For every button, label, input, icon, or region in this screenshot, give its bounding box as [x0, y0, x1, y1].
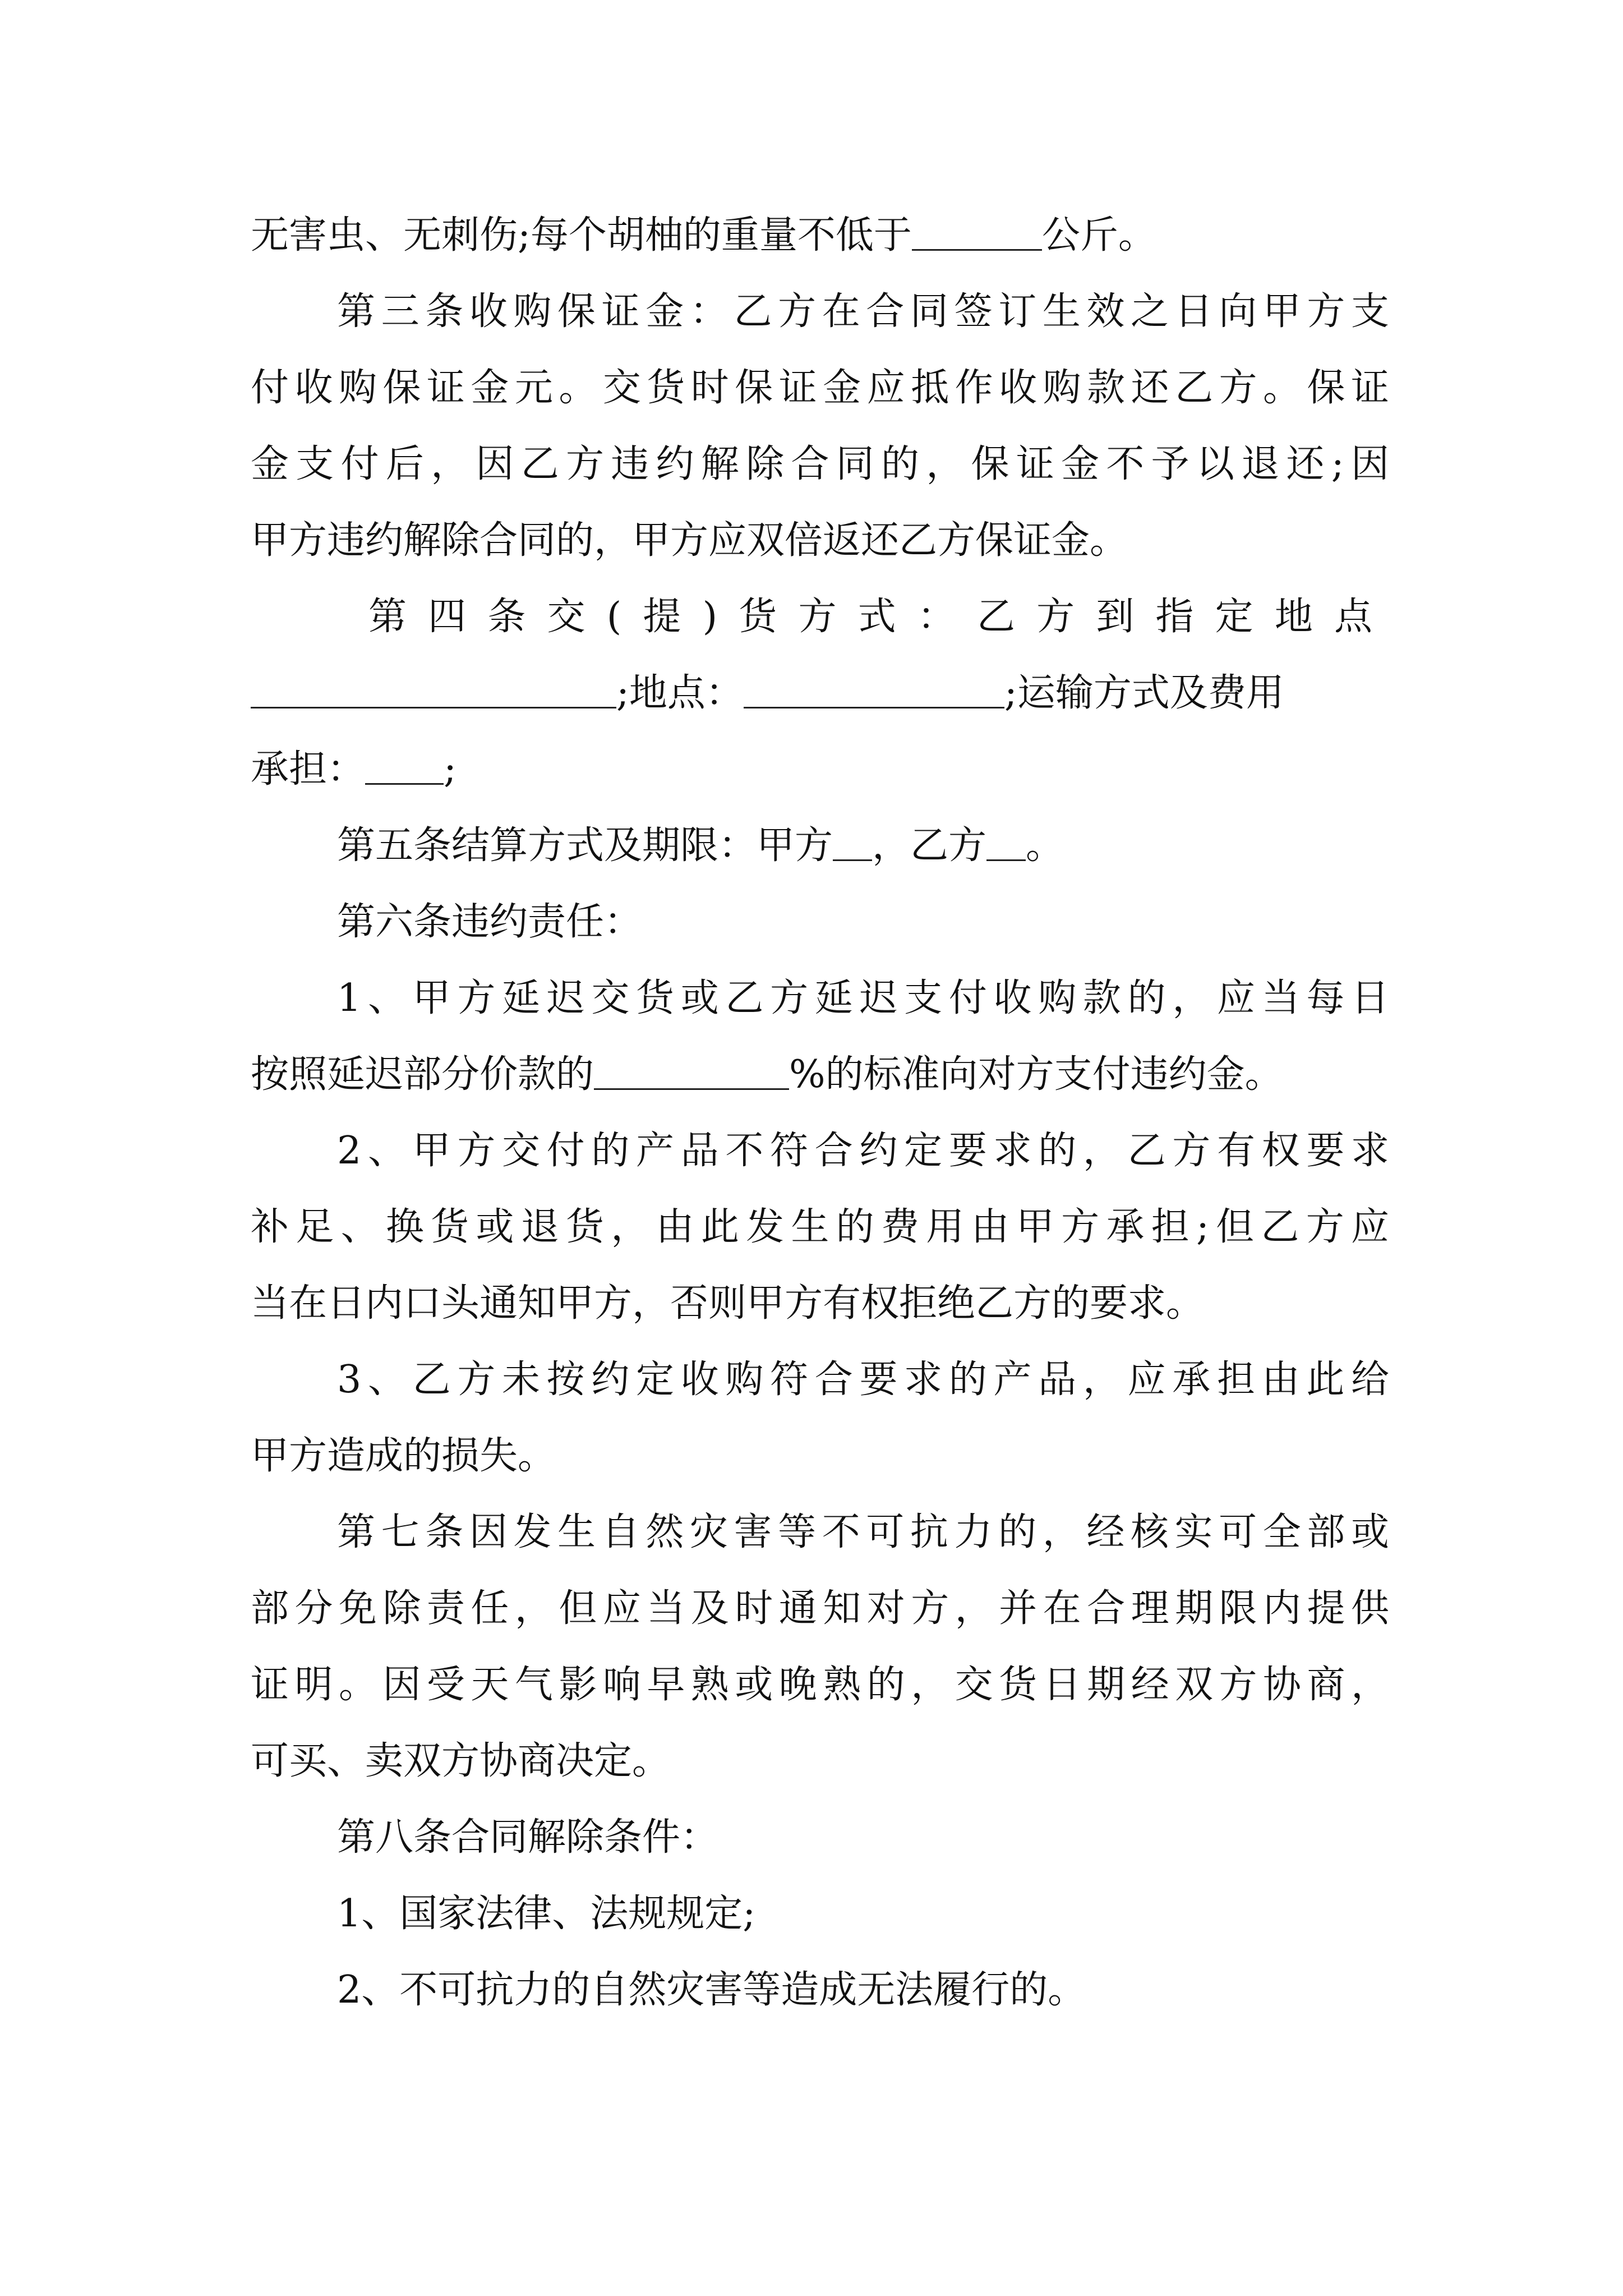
text-line [251, 1342, 1389, 1418]
text-segment: 第五条结算方式及期限：甲方 [337, 823, 833, 868]
text-segment: 金支付后，因乙方违约解除合同的，保证金不予以退还;因 [251, 442, 1389, 486]
text-segment: 无害虫、无刺伤;每个胡柚的重量不低于 [251, 213, 912, 257]
text-segment: 第三条收购保证金：乙方在合同签订生效之日向甲方支 [337, 289, 1389, 334]
text-segment: 2、不可抗力的自然灾害等造成无法履行的。 [337, 1968, 1086, 2012]
text-line [251, 426, 1389, 503]
text-segment: 补足、换货或退货，由此发生的费用由甲方承担;但乙方应 [251, 1205, 1389, 1249]
text-line [251, 1571, 1389, 1647]
fill-blank [744, 673, 1004, 708]
text-line [251, 1952, 1389, 2028]
fill-blank [912, 215, 1042, 251]
text-segment: 可买、卖双方协商决定。 [251, 1739, 671, 1783]
text-segment: 付收购保证金元。交货时保证金应抵作收购款还乙方。保证 [251, 366, 1389, 410]
text-segment: 甲方违约解除合同的，甲方应双倍返还乙方保证金。 [251, 518, 1128, 563]
text-segment: 公斤。 [1041, 213, 1156, 257]
text-line [251, 731, 1389, 808]
text-segment: 1、甲方延迟交货或乙方延迟支付收购款的，应当每日 [337, 976, 1389, 1020]
fill-blank [986, 825, 1026, 861]
text-line [251, 197, 1389, 274]
text-segment: 第六条违约责任： [337, 900, 643, 944]
text-line [251, 350, 1389, 426]
text-line [251, 960, 1389, 1037]
text-segment: 第八条合同解除条件： [337, 1815, 719, 1860]
text-line [251, 1189, 1389, 1266]
text-segment: ; [444, 747, 457, 792]
text-line [251, 1418, 1389, 1494]
text-segment: ;运输方式及费用 [1004, 671, 1284, 715]
text-line [251, 579, 1389, 655]
text-line [251, 503, 1389, 579]
text-line [251, 655, 1389, 731]
text-line [251, 1876, 1389, 1952]
fill-blank [365, 749, 444, 785]
text-segment: 当在日内口头通知甲方，否则甲方有权拒绝乙方的要求。 [251, 1281, 1205, 1326]
text-line [251, 274, 1389, 350]
text-segment: 第四条交(提)货方式：乙方到指定地点 [368, 595, 1389, 639]
text-segment: 按照延迟部分价款的 [251, 1052, 594, 1097]
text-segment: %的标准向对方支付违约金。 [789, 1052, 1283, 1097]
contract-text [251, 197, 1389, 2028]
fill-blank [833, 825, 872, 861]
text-line [251, 808, 1389, 884]
text-line [251, 1113, 1389, 1189]
text-line [251, 884, 1389, 960]
text-line [251, 1037, 1389, 1113]
text-line [251, 1647, 1389, 1723]
text-line [251, 1800, 1389, 1876]
text-segment: ，乙方 [872, 823, 987, 868]
text-segment: 承担： [251, 747, 366, 792]
fill-blank [251, 673, 616, 708]
text-segment: 1、国家法律、法规规定; [337, 1892, 756, 1936]
text-line [251, 1723, 1389, 1800]
text-segment: 3、乙方未按约定收购符合要求的产品，应承担由此给 [337, 1358, 1389, 1402]
fill-blank [594, 1054, 789, 1090]
text-segment: 证明。因受天气影响早熟或晚熟的，交货日期经双方协商， [251, 1663, 1389, 1707]
text-segment: 甲方造成的损失。 [251, 1434, 556, 1478]
text-segment: ;地点： [616, 671, 744, 715]
text-line [251, 1494, 1389, 1571]
text-line [251, 1266, 1389, 1342]
text-segment: 部分免除责任，但应当及时通知对方，并在合理期限内提供 [251, 1586, 1389, 1631]
text-segment: 。 [1026, 823, 1064, 868]
text-segment: 2、甲方交付的产品不符合约定要求的，乙方有权要求 [337, 1129, 1389, 1173]
text-segment: 第七条因发生自然灾害等不可抗力的，经核实可全部或 [337, 1510, 1389, 1554]
